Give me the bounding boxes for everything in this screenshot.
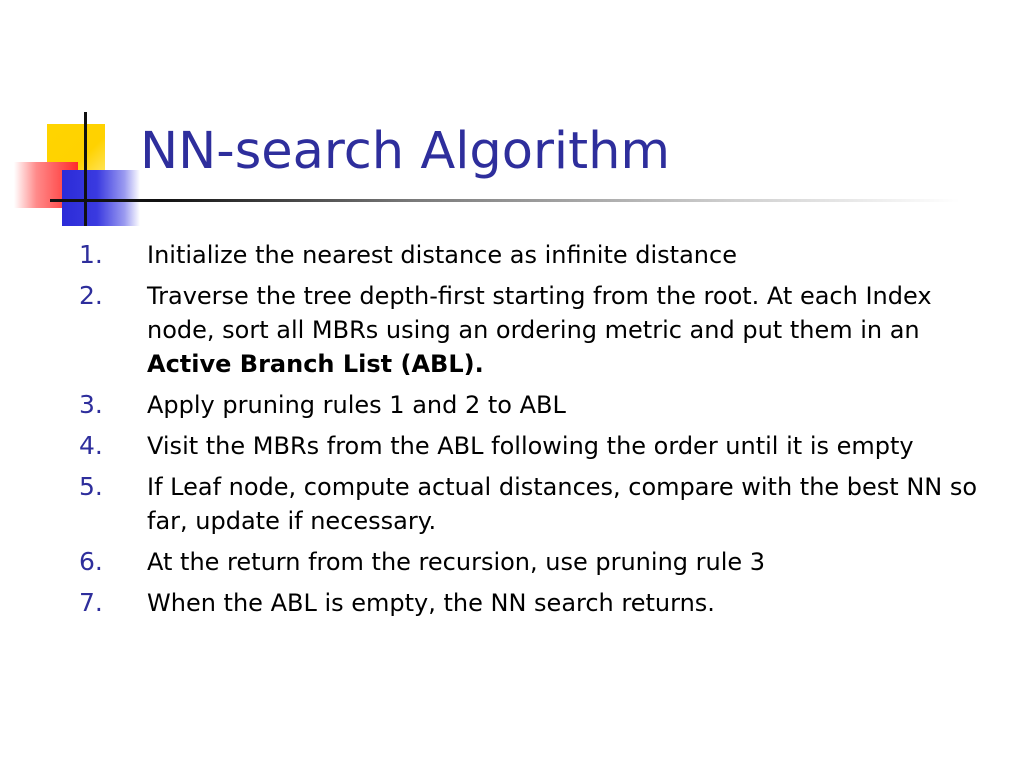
list-text: [147, 279, 982, 381]
list-number: 5.: [79, 472, 103, 501]
list-text: When the ABL is empty, the NN search returns.: [147, 589, 715, 617]
list-number: 2.: [79, 281, 103, 310]
list-text: Visit the MBRs from the ABL following the order until it is empty: [147, 432, 914, 460]
list-number: 3.: [79, 390, 103, 419]
list-text: Apply pruning rules 1 and 2 to ABL: [147, 391, 566, 419]
blue-square-decoration: [62, 170, 140, 226]
list-text: If Leaf node, compute actual distances, compare with the best NN so far, update if necessary.: [147, 473, 978, 535]
list-number: 1.: [79, 240, 103, 269]
title-underline-rule: [50, 199, 960, 202]
vertical-rule: [84, 112, 87, 226]
list-number: 4.: [79, 431, 103, 460]
list-text: At the return from the recursion, use pruning rule 3: [147, 548, 766, 576]
list-number: 7.: [79, 588, 103, 617]
list-number: 6.: [79, 547, 103, 576]
list-text: Initialize the nearest distance as infinite distance: [147, 241, 737, 269]
slide-title: NN-search Algorithm: [140, 122, 671, 181]
list-text-regular: Traverse the tree depth-first starting from the root. At each Index node, sort all MBRs using an ordering metric and put them in an: [147, 282, 932, 344]
list-text-bold: Active Branch List (ABL).: [147, 350, 484, 378]
